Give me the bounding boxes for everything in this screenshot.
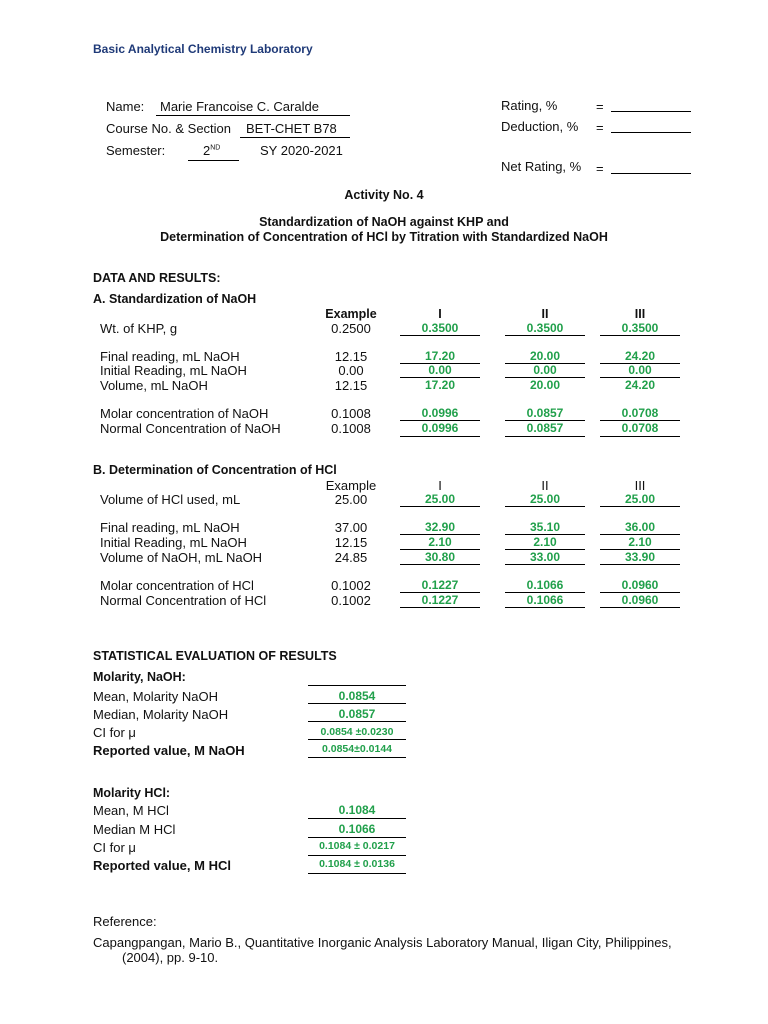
student-name: Marie Francoise C. Caralde bbox=[160, 99, 319, 114]
net-rating-label: Net Rating, % bbox=[501, 159, 582, 174]
hcl-stats-heading: Molarity HCl: bbox=[93, 786, 171, 800]
deduction-field bbox=[611, 132, 691, 133]
reference-line2: (2004), pp. 9-10. bbox=[122, 950, 219, 965]
naoh-mean-label: Mean, Molarity NaOH bbox=[93, 689, 218, 704]
activity-title-line2: Determination of Concentration of HCl by Titration with Standardized NaOH bbox=[160, 230, 608, 244]
naoh-median-value: 0.0857 bbox=[338, 707, 376, 721]
net-rating-field bbox=[611, 173, 691, 174]
col-iii-header: III bbox=[634, 307, 646, 321]
name-label: Name: bbox=[106, 99, 145, 114]
col-example-header: Example bbox=[325, 307, 377, 321]
section-b-heading: B. Determination of Concentration of HCl bbox=[93, 463, 337, 477]
stats-heading: STATISTICAL EVALUATION OF RESULTS bbox=[93, 649, 337, 663]
name-underline bbox=[156, 115, 350, 116]
reference-heading: Reference: bbox=[93, 914, 157, 929]
naoh-reported-label: Reported value, M NaOH bbox=[93, 743, 245, 758]
course-section: BET-CHET B78 bbox=[246, 121, 337, 136]
reference-line1: Capangpangan, Mario B., Quantitative Inorganic Analysis Laboratory Manual, Iligan City, Philippines, bbox=[93, 935, 672, 950]
col-ii-header: II bbox=[541, 307, 549, 321]
hcl-median-value: 0.1066 bbox=[338, 822, 376, 836]
activity-title-line1: Standardization of NaOH against KHP and bbox=[259, 215, 509, 229]
net-rating-eq: = bbox=[596, 161, 604, 176]
rating-field bbox=[611, 111, 691, 112]
semester-value: 2ND bbox=[203, 143, 221, 158]
hcl-reported-value: 0.1084 ± 0.0136 bbox=[319, 858, 395, 870]
b-col-i-header: I bbox=[438, 478, 442, 493]
lab-title: Basic Analytical Chemistry Laboratory bbox=[93, 42, 313, 56]
deduction-label: Deduction, % bbox=[501, 119, 579, 134]
hcl-mean-label: Mean, M HCl bbox=[93, 803, 169, 818]
rating-eq: = bbox=[596, 99, 604, 114]
course-label: Course No. & Section bbox=[106, 121, 232, 136]
naoh-stats-heading: Molarity, NaOH: bbox=[93, 670, 186, 684]
section-a-heading: A. Standardization of NaOH bbox=[93, 292, 257, 306]
deduction-eq: = bbox=[596, 120, 604, 135]
b-col-ii-header: II bbox=[541, 478, 549, 493]
hcl-ci-value: 0.1084 ± 0.0217 bbox=[319, 840, 395, 852]
activity-number: Activity No. 4 bbox=[344, 188, 424, 202]
hcl-median-label: Median M HCl bbox=[93, 822, 176, 837]
hcl-ci-label: CI for μ bbox=[93, 840, 136, 855]
semester-label: Semester: bbox=[106, 143, 166, 158]
school-year: SY 2020-2021 bbox=[260, 143, 343, 158]
course-underline bbox=[240, 137, 350, 138]
semester-underline bbox=[188, 160, 239, 161]
hcl-mean-value: 0.1084 bbox=[338, 803, 376, 817]
b-col-iii-header: III bbox=[634, 478, 646, 493]
naoh-ci-label: CI for μ bbox=[93, 725, 136, 740]
rating-label: Rating, % bbox=[501, 98, 558, 113]
data-results-heading: DATA AND RESULTS: bbox=[93, 271, 221, 285]
b-col-example-header: Example bbox=[325, 478, 377, 493]
naoh-ci-value: 0.0854 ±0.0230 bbox=[320, 726, 394, 738]
naoh-mean-value: 0.0854 bbox=[338, 689, 376, 703]
col-i-header: I bbox=[438, 307, 442, 321]
hcl-reported-label: Reported value, M HCl bbox=[93, 858, 231, 873]
naoh-median-label: Median, Molarity NaOH bbox=[93, 707, 229, 722]
naoh-reported-value: 0.0854±0.0144 bbox=[322, 743, 392, 755]
